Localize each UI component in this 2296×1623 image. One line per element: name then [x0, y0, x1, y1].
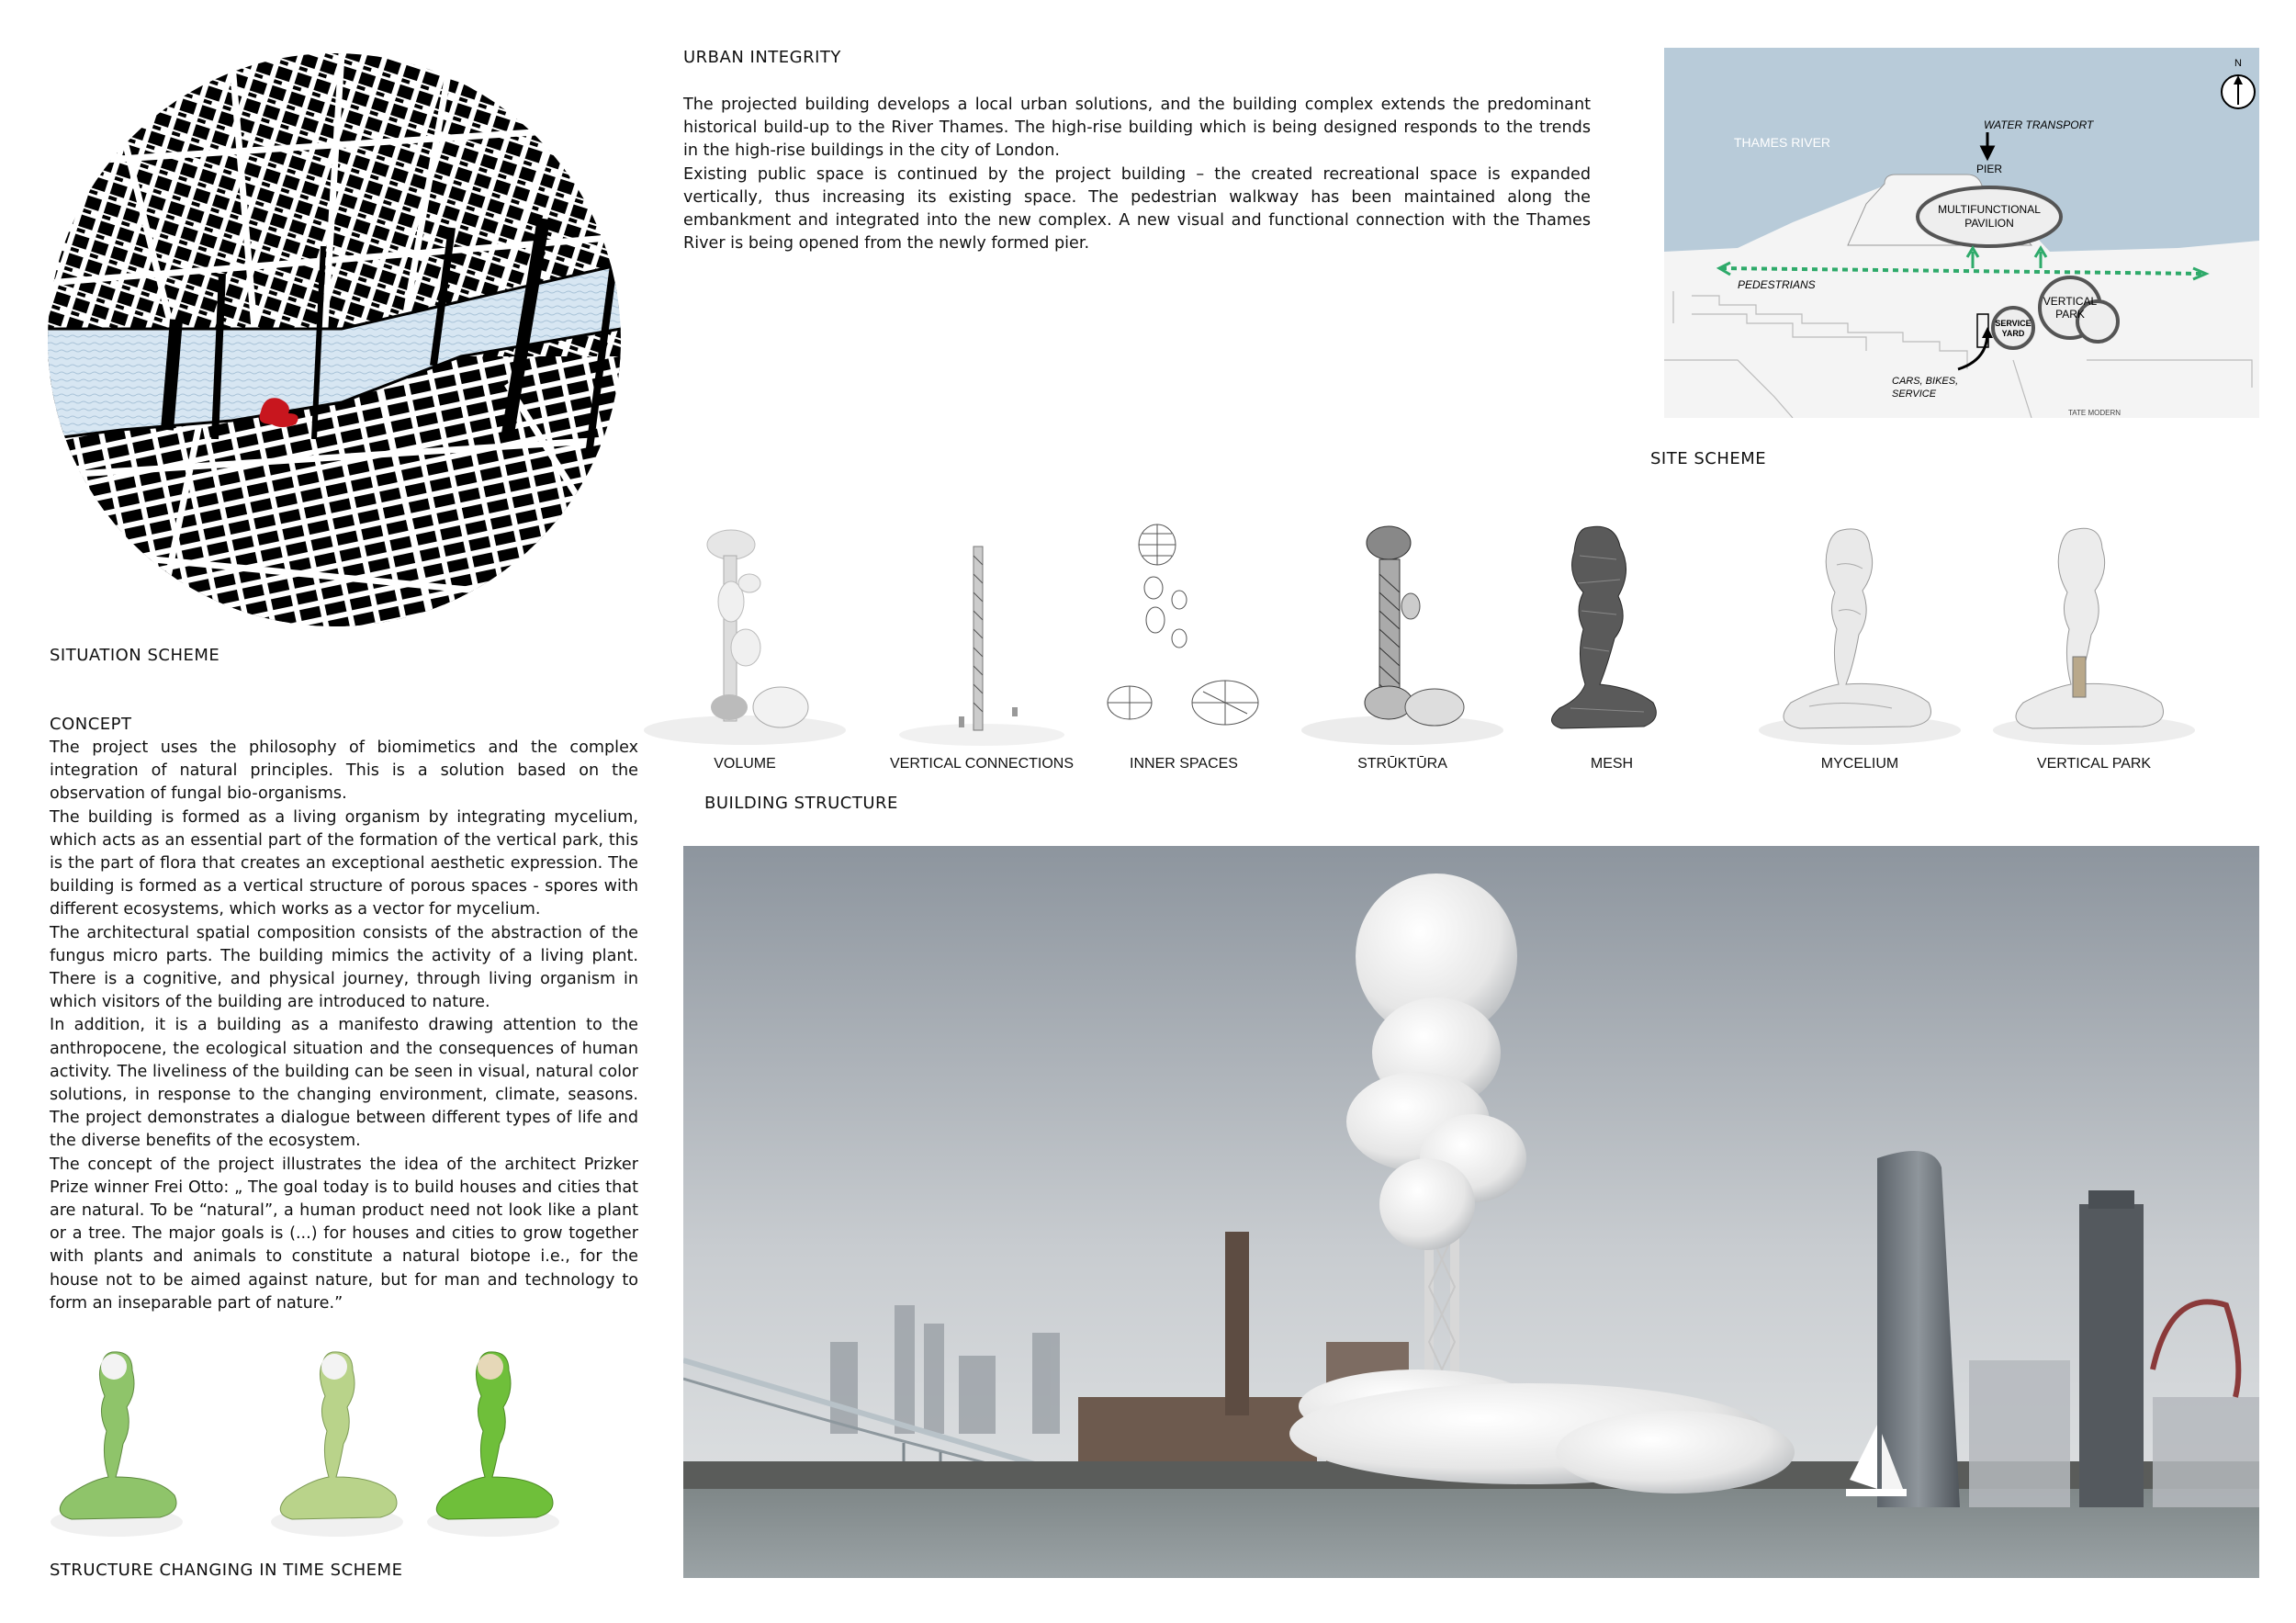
thames-river-label: THAMES RIVER: [1734, 135, 1831, 150]
pedestrians-label: PEDESTRIANS: [1738, 278, 1816, 291]
situation-scheme-caption: SITUATION SCHEME: [50, 646, 220, 665]
pavilion-label-2: PAVILION: [1964, 217, 2014, 230]
structure-stage: [1988, 519, 2200, 795]
service-yard-circle: [1993, 308, 2033, 348]
vertical-connections-model-icon: [876, 519, 1087, 749]
stage-label: VERTICAL CONNECTIONS: [889, 756, 1075, 772]
urban-integrity-text: [683, 94, 1591, 255]
structure-stage: [876, 519, 1087, 795]
urban-integrity-heading: URBAN INTEGRITY: [683, 48, 841, 67]
structure-stage: [1297, 519, 1508, 795]
situation-map: [48, 53, 621, 626]
pavilion-label-1: MULTIFUNCTIONAL: [1938, 203, 2041, 216]
tate-modern-label: TATE MODERN: [2068, 409, 2122, 417]
north-label: N: [2234, 58, 2242, 69]
pier-label: PIER: [1975, 163, 2003, 175]
vertical-park-model-icon: [1988, 519, 2200, 749]
site-scheme-map: [1664, 48, 2259, 418]
inner-spaces-model-icon: [1078, 519, 1289, 749]
structure-stage: [639, 519, 850, 795]
stage-label: VERTICAL PARK: [2036, 756, 2152, 772]
structure-model-icon: [1297, 519, 1508, 749]
stage-label: INNER SPACES: [1130, 756, 1238, 772]
site-scheme-caption: SITE SCHEME: [1650, 449, 1767, 468]
time-stage-1: [48, 1343, 186, 1540]
service-yard-label-2: YARD: [2001, 329, 2025, 338]
concept-paragraph: The architectural spatial composition consists of the abstraction of the fungus micro parts. The building mimics the activity of a living plant. There is a cognitive, and physical journey, through living organism in which visitors of the building are introduced to nature.: [50, 923, 638, 1012]
stage-label: MESH: [1590, 756, 1634, 772]
concept-paragraph: The concept of the project illustrates the idea of the architect Prizker Prize winner Frei Otto: „ The goal today is to build houses and cities that are natural. To be “natural”, a human product need not look like a plant or a tree. The major goals is (...) for houses and cities to grow together with plants and animals to constitute a natural biotope i.e., for the house not to be aimed against nature, but for man and technology to form an inseparable part of nature.”: [50, 1155, 638, 1313]
structure-stage: [1754, 519, 1965, 795]
urban-paragraph: Existing public space is continued by the project building – the created recreational space is expanded vertically, thus increasing its existing space. The pedestrian walkway has been maintained along the embankment and integrated into the new complex. A new visual and functional connection with the Thames River is being opened from the newly formed pier.: [683, 164, 1591, 254]
vertical-park-label-1: VERTICAL: [2043, 295, 2098, 308]
stage-label: VOLUME: [714, 756, 776, 772]
time-stage-3: [424, 1343, 562, 1540]
time-scheme-caption: STRUCTURE CHANGING IN TIME SCHEME: [50, 1561, 403, 1580]
stage-label: STRŪKTŪRA: [1357, 756, 1447, 772]
concept-paragraph: The project uses the philosophy of biomimetics and the complex integration of natural principles. This is a solution based on the observation of fungal bio-organisms.: [50, 738, 638, 804]
water-transport-label: WATER TRANSPORT: [1984, 118, 2094, 131]
concept-paragraph: The building is formed as a living organism by integrating mycelium, which acts as an essential part of the formation of the vertical park, this is the part of flora that creates an exceptional aesthetic expression. The building is formed as a vertical structure of porous spaces - spores with different ecosystems, which works as a vector for mycelium.: [50, 807, 638, 919]
stage-label: MYCELIUM: [1820, 756, 1899, 772]
thames-render-image: [683, 846, 2259, 1578]
cars-label-2: SERVICE: [1892, 389, 1937, 400]
time-stage-2: [268, 1343, 406, 1540]
concept-text: [50, 737, 638, 1315]
concept-heading: CONCEPT: [50, 715, 132, 734]
structure-stage: [1506, 519, 1717, 795]
volume-model-icon: [639, 519, 850, 749]
urban-paragraph: The projected building develops a local urban solutions, and the building complex extends the predominant historical build-up to the River Thames. The high-rise building which is being designed responds to the trends in the high-rise buildings in the city of London.: [683, 96, 1591, 161]
vertical-park-label-2: PARK: [2055, 308, 2085, 321]
concept-paragraph: In addition, it is a building as a manifesto drawing attention to the anthropocene, the ecological situation and the consequences of human activity. The liveliness of the building can be seen in visual, natural color solutions, in response to the changing environment, climate, seasons. The project demonstrates a dialogue between different types of life and the diverse benefits of the ecosystem.: [50, 1016, 638, 1151]
mycelium-model-icon: [1754, 519, 1965, 749]
structure-stage: [1078, 519, 1289, 795]
building-structure-caption: BUILDING STRUCTURE: [704, 794, 898, 813]
cars-label-1: CARS, BIKES,: [1892, 376, 1959, 387]
mesh-model-icon: [1506, 519, 1717, 749]
service-yard-label-1: SERVICE: [1995, 319, 2032, 328]
